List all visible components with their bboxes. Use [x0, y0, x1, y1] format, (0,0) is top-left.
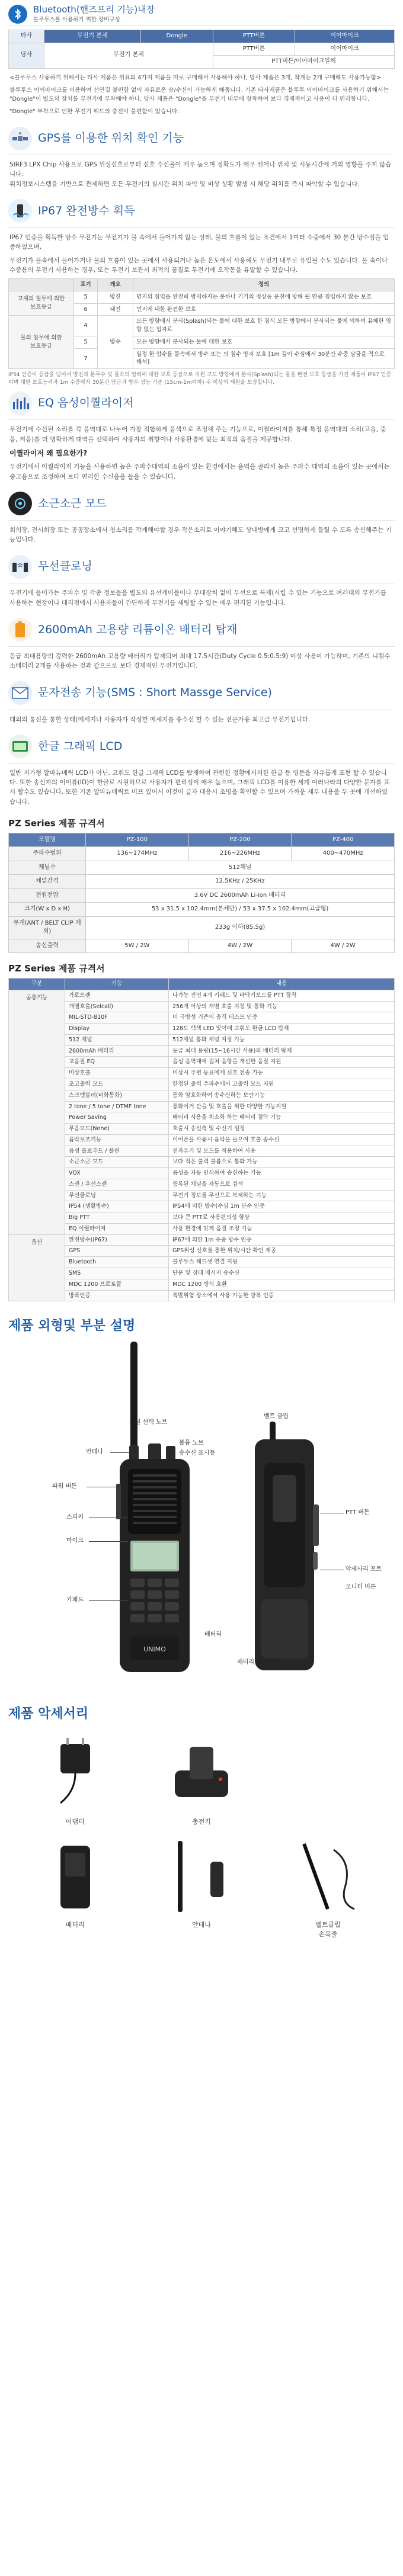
- bluetooth-header: [8, 2, 395, 26]
- spec-row: [9, 1257, 395, 1268]
- antenna-icon: [169, 1838, 234, 1915]
- cell: PTT버튼: [213, 30, 295, 43]
- cell: 송신출력: [9, 939, 86, 953]
- cell: Power Saving: [65, 1112, 169, 1124]
- cell: 전자유기 및 모드를 적용하여 사용: [169, 1146, 395, 1157]
- bluetooth-compare-table: [8, 30, 395, 69]
- cell: 53 x 31.5 x 102.4mm(본체만) / 53 x 37.5 x 102.4mm(고급형): [86, 903, 395, 917]
- cell: 배터리 사용을 최소화 하는 배터리 절약 기능: [169, 1112, 395, 1124]
- accessory-name: 안테나: [192, 1921, 211, 1929]
- sms-header: [8, 677, 395, 710]
- gps-satellite-icon: [8, 127, 32, 150]
- cell: 5: [74, 291, 98, 303]
- cell: 방수: [98, 316, 133, 369]
- cell: 먼지에 대한 완전한 보호: [133, 303, 395, 316]
- eq-question: 이퀄라이저 왜 필요한가?: [9, 448, 88, 457]
- label-battery: 배터리: [204, 1631, 222, 1638]
- cell: 모든 방향에서 분사(Splash)되는 물에 대한 보호 한 침식 모든 방향에서 분사되는 물에 의하여 유해한 영향 없는 입자로: [133, 316, 395, 336]
- cell: 소근소근 모드: [65, 1157, 169, 1168]
- spec-row: [9, 1179, 395, 1190]
- cell: Dongle: [140, 30, 213, 43]
- accessory-name: 손목줄: [318, 1930, 338, 1938]
- label-monitor-button: 모니터 버튼: [346, 1584, 376, 1591]
- cell: PZ-200: [188, 833, 292, 847]
- cell: 모델명: [9, 833, 86, 847]
- spec-row: [9, 1279, 395, 1290]
- lcd-display-icon: [8, 734, 32, 758]
- label-channel-knob: 채널 선택 노브: [129, 1419, 168, 1426]
- spec-row: [9, 1234, 395, 1246]
- section-bluetooth: [0, 0, 403, 122]
- envelope-icon: [8, 681, 32, 705]
- accessory-belt-clip: [265, 1835, 391, 1939]
- section-ip67: [0, 195, 403, 387]
- cell: 초고출력 모드: [65, 1079, 169, 1090]
- eq-p1: 무전기에 수신된 소리를 각 음역대로 나누어 가장 적합하게 음색으로 조정해 주는 기능으로, 이퀄라이저를 통해 특정 음역대의 소리(고음, 중음, 저음)를 더 명확하게 대역을 선택하여 사용자의 취향이나 사용환경에 맞는 최적의 음질을 제공합니다.: [9, 426, 386, 443]
- cell: PTT버튼/이어마이크일체: [213, 56, 394, 69]
- cell: 고음질 EQ: [65, 1057, 169, 1068]
- cell: 12.5KHz / 25KHz: [86, 875, 395, 889]
- spec-row: [9, 1045, 395, 1057]
- whisper-header: [8, 487, 395, 521]
- adapter-icon: [49, 1738, 102, 1809]
- cell: 완전방수(IP67): [65, 1234, 169, 1246]
- cell: 스크램블러(비화통화): [65, 1090, 169, 1101]
- sms-title: 문자전송 기능(SMS : Short Massge Service): [38, 686, 272, 700]
- ip-rating-table: [8, 278, 395, 369]
- label-lcd: LCD 창: [160, 1667, 180, 1674]
- spec-row: [9, 1190, 395, 1201]
- cell: 2600mAh 배터리: [65, 1045, 169, 1057]
- cell: 폭발위험 장소에서 사용 가능한 방폭 인증: [169, 1290, 395, 1301]
- cell: PZ-400: [292, 833, 395, 847]
- spec-row: [9, 1068, 395, 1079]
- cell: IP54 (생활방수): [65, 1201, 169, 1212]
- cell: 호출시 송신측 및 수신기 설정: [169, 1124, 395, 1135]
- cell: 무전기 본체: [44, 30, 141, 43]
- gps-body: SIRF3 LPX Chip 사용으로 GPS 위성신호로부터 신호 수신율이 매우 높으며 정확도가 매우 뛰어나 위치 및 시동시간에 거의 영향을 주지 않습니다. 위치정보시스템을 기반으로 관제하면 모든 무전기의 실시간 위치 파악 및 비상 상황 발생 시 해당 위치를 즉시 파악할 수 있습니다.: [9, 161, 392, 188]
- ip67-note: IP54 인증이 등급을 넘어서 방진과 분무수 및 물속의 압력에 대한 보호 등급으로 지원 고도 방향에서 분사(Splash)되는 물을 완전 보호 등급을 가진 제품이 IP67 인증이며 대한 보호능력과 1m 수중에서 30분간 담금과 방수 성능 기준 (15cm-1m이하) 주 이상의 제원을 보장합니다.: [8, 372, 391, 386]
- cell: 음악보조기능: [65, 1134, 169, 1146]
- battery-header: [8, 614, 395, 647]
- spec2-table: [8, 978, 395, 1301]
- sms-body: 대외의 통신을 통한 상태(메세지나 사용자가 작성한 메세지를 송수신 할 수 있는 전문가용 최고급 무전기입니다.: [9, 716, 311, 723]
- spec-row: [9, 990, 395, 1001]
- cell: 방폭인증: [65, 1290, 169, 1301]
- cell: 표기: [74, 279, 98, 291]
- cell: 무게(ANT / BELT CLIP 제외): [9, 916, 86, 939]
- label-power-button: 파워 버튼: [52, 1483, 77, 1490]
- section-cloning: [0, 550, 403, 614]
- cell: 타사: [9, 30, 44, 43]
- battery-pack-icon: [55, 1841, 96, 1912]
- radio-front-illustration: [107, 1342, 202, 1685]
- cell: GPS위성 신호를 통한 위치/시간 확인 제공: [169, 1246, 395, 1257]
- eq-p2: 무전기에서 이퀄라이저 기능을 사용하면 높은 주파수대역의 소음이 있는 환경에서는 음역을 골라서 높은 주파수 대역의 소음이 있는 곳에서는 중고음으로 조정하여 보다 편리한 수신음을 들을 수 있습니다.: [9, 463, 390, 480]
- cell: 무음모드(None): [65, 1124, 169, 1135]
- spec-row: [9, 1112, 395, 1124]
- spec-row: [9, 1157, 395, 1168]
- cell: 가로트랜: [65, 990, 169, 1001]
- cell: 채널수: [9, 861, 86, 875]
- spec-row: [9, 1101, 395, 1112]
- cell: SMS: [65, 1268, 169, 1279]
- spec-row: [9, 1268, 395, 1279]
- cell: 미 국방성 기준의 충격 테스트 인증: [169, 1012, 395, 1024]
- cell: GPS: [65, 1246, 169, 1257]
- spec-row: [9, 1246, 395, 1257]
- bluetooth-title: Bluetooth(핸즈프리 기능)내장: [33, 4, 155, 15]
- cell: 음성 음역대에 걸쳐 음향을 개선한 음질 지원: [169, 1057, 395, 1068]
- label-mic: 마이크: [66, 1538, 84, 1545]
- cell: 136~174MHz: [86, 847, 189, 861]
- cell: 크기(W x D x H): [9, 903, 86, 917]
- cell: IP54에 의한 방수(수심 1m 단수 인증: [169, 1201, 395, 1212]
- whisper-title: 소근소근 모드: [38, 496, 107, 510]
- cell: Display: [65, 1024, 169, 1035]
- cell: IP67에 의한 1m 수중 방수 인증: [169, 1234, 395, 1246]
- bluetooth-p2: 블루투스 이어마이크를 이용하여 선연결 불편함 없이 자유로운 송/수신이 가능하게 해줍니다. 기존 타사제품은 블루투 이어마이크를 사용하기 위해서는 "Dongle"이 별도의 장치를 무전기에 부착해야 하나, 당사 제품은 "Dongle"을 무전기 내부에 장착하여 보다 경제적이고 사용이 더 편리합니다.: [9, 86, 389, 102]
- gps-title: GPS를 이용한 위치 확인 기능: [38, 131, 184, 145]
- ip67-body: [8, 228, 395, 278]
- cell: 4: [74, 316, 98, 336]
- leader-line: [110, 1452, 130, 1453]
- leader-line: [89, 1541, 128, 1542]
- cell: 한정된 출력 주파수에서 고출력 모드 지원: [169, 1079, 395, 1090]
- spec-row: [9, 1168, 395, 1179]
- cloning-title: 무선클로닝: [38, 560, 92, 573]
- cell: 6: [74, 303, 98, 316]
- whisper-body: 회의장, 전시회장 또는 공공장소에서 청소리를 작게해야할 경우 작은소리로 이야기해도 상대방에게 크고 선명하게 들릴 수 도록 송신해주는 기능입니다.: [9, 526, 392, 544]
- accessory-name: 배터리: [65, 1921, 85, 1929]
- belt-clip-icon: [292, 1838, 363, 1915]
- spec-row: [9, 1134, 395, 1146]
- section-whisper: [0, 487, 403, 551]
- label-tx-led: 송수신 표시등: [179, 1450, 216, 1457]
- cell: VOX: [65, 1168, 169, 1179]
- cell: 216~226MHz: [188, 847, 292, 861]
- waterproof-icon: [8, 199, 32, 223]
- section-battery: [0, 614, 403, 677]
- cell: 무전기 본체: [44, 43, 213, 68]
- cell: 4W / 2W: [292, 939, 395, 953]
- spec-row: [9, 1290, 395, 1301]
- cell: 등록된 채널을 자동으로 검색: [169, 1179, 395, 1190]
- product-diagram: [0, 1336, 403, 1694]
- spec-row: [9, 1223, 395, 1234]
- accessory-name: 벨트클립: [315, 1921, 341, 1929]
- ip67-title: IP67 완전방수 획득: [38, 204, 135, 217]
- section-sms: [0, 677, 403, 730]
- cell: 기능: [65, 978, 169, 990]
- spec-row: [9, 1212, 395, 1224]
- leader-line: [89, 1600, 128, 1601]
- eq-body: [8, 420, 395, 487]
- accessories-grid: [0, 1724, 403, 1939]
- cell: 옵션: [9, 1234, 65, 1301]
- label-antenna: 안테나: [86, 1449, 103, 1456]
- cell: EQ 이퀄라이저: [65, 1223, 169, 1234]
- spec-row: [9, 1057, 395, 1068]
- cell: 이어폰을 사용시 음악을 들으며 호출 송수신: [169, 1134, 395, 1146]
- cell: 7: [74, 348, 98, 369]
- lcd-title: 한글 그래픽 LCD: [38, 739, 123, 753]
- cell: 이어마이크: [295, 43, 394, 56]
- cell: 먼지의 침입을 완전히 방지하지는 못하나 기기의 정상동 운전에 방해 될 만큼 침입하지 않는 보호: [133, 291, 395, 303]
- spec1-table: [8, 833, 395, 954]
- cell: 음성 플로우드 / 블린: [65, 1146, 169, 1157]
- cell: 구분: [9, 978, 65, 990]
- ip67-header: [8, 195, 395, 228]
- accessory-charger: [138, 1732, 264, 1827]
- radio-back-illustration: [237, 1422, 332, 1682]
- eq-header: [8, 387, 395, 420]
- cell: 주파수범위: [9, 847, 86, 861]
- spec-row: [9, 1034, 395, 1045]
- bluetooth-body: [8, 69, 395, 123]
- wireless-clone-icon: [8, 555, 32, 579]
- cell: 방진: [98, 291, 133, 303]
- cell: 2 tone / 5 tone / DTMF tone: [65, 1101, 169, 1112]
- cell: [9, 279, 74, 291]
- cell: 3.6V DC 2600mAh Li-ion 배터리: [86, 888, 395, 903]
- cell: Big PTT: [65, 1212, 169, 1224]
- cell: 5W / 2W: [86, 939, 189, 953]
- cell: 단문 및 상태 메시지 송수신: [169, 1268, 395, 1279]
- cell: 4W / 2W: [188, 939, 292, 953]
- cell: 음성을 자동 인식하여 송신하는 기능: [169, 1168, 395, 1179]
- bluetooth-p3: "Dongle" 부착으로 인한 무전기 해드의 충전이 불편함이 없습니다.: [9, 108, 180, 116]
- bluetooth-subtitle: 블루투스를 사용하기 위한 장비구성: [33, 17, 120, 24]
- cell: 5: [74, 336, 98, 348]
- accessory-name: 어댑터: [65, 1818, 85, 1826]
- label-keypad: 키패드: [66, 1597, 84, 1604]
- cell: 개요: [98, 279, 133, 291]
- brand-logo: UNIMO: [143, 1645, 166, 1654]
- cell: MIL-STD-810F: [65, 1012, 169, 1024]
- cell: 400~470MHz: [292, 847, 395, 861]
- cell: 통화 암호화하여 송수신하는 보안기능: [169, 1090, 395, 1101]
- cell: 비상시 주변 동료에게 신호 전송 가능: [169, 1068, 395, 1079]
- spec-row: [9, 1201, 395, 1212]
- cell: 무전기 정보를 무선으로 복제하는 기능: [169, 1190, 395, 1201]
- cloning-header: [8, 550, 395, 583]
- cell: 블루투스 헤드셋 연결 지원: [169, 1257, 395, 1268]
- cell: 512채널 통화 채널 지정 기능: [169, 1034, 395, 1045]
- spec-row: [9, 1001, 395, 1012]
- gps-header: [8, 122, 395, 155]
- cell: 개별호출(Selcall): [65, 1001, 169, 1012]
- bluetooth-icon: [8, 5, 27, 24]
- label-speaker: 스피커: [66, 1514, 84, 1521]
- cell: 당사: [9, 43, 44, 68]
- cell: 내진: [98, 303, 133, 316]
- cell: Bluetooth: [65, 1257, 169, 1268]
- spec-row: [9, 1090, 395, 1101]
- spec-row: [9, 1012, 395, 1024]
- accessory-adapter: [12, 1732, 138, 1827]
- accessory-battery: [12, 1835, 138, 1939]
- cell: 공통기능: [9, 990, 65, 1234]
- spec-row: [9, 1124, 395, 1135]
- cell: 256개 이상의 개별 호출 지정 및 통화 기능: [169, 1001, 395, 1012]
- ip67-p1: IP67 인증을 획득한 방수 무전기는 무전기가 물 속에서 들어가지 않는 상태, 물의 흐름이 없는 조건에서 1미터 수중에서 30 분간 방수성을 입증하였으며,: [9, 233, 389, 251]
- spec2-title: PZ Series 제품 규격서: [8, 963, 105, 974]
- cell: 일정 한 압수를 물속에서 방수 또는 의 침수 방지 보호 [1m 깊이 수심에서 30분간 수중 담금을 적으로 해석]: [133, 348, 395, 369]
- accessory-antenna: [138, 1835, 264, 1939]
- cell: 채널간격: [9, 875, 86, 889]
- accessory-name: 충전기: [192, 1818, 211, 1826]
- section-gps: [0, 122, 403, 195]
- cell: 스캔 / 우선스캔: [65, 1179, 169, 1190]
- label-accessory-port: 악세사리 포트: [346, 1566, 382, 1573]
- label-ptt: PTT 버튼: [346, 1509, 370, 1516]
- cell: 전원전압: [9, 888, 86, 903]
- whisper-mode-icon: [8, 492, 32, 515]
- charger-icon: [166, 1741, 237, 1806]
- section-eq: [0, 387, 403, 487]
- cell: 다가능 전면 4개 키패드 및 바닥키보드를 PTT 장착: [169, 990, 395, 1001]
- accessories-title: 제품 악세서리: [8, 1706, 89, 1722]
- lcd-header: [8, 730, 395, 764]
- cell: 내용: [169, 978, 395, 990]
- label-volume-knob: 볼륨 노브: [179, 1440, 204, 1447]
- cell: 128도 백색 LED 빛이에 고휘도 한글 LCD 탑재: [169, 1024, 395, 1035]
- parts-title: 제품 외형및 부분 설명: [8, 1319, 136, 1334]
- battery-icon: [8, 618, 32, 641]
- cell: 동급 최대 용량(15~16시간 사용)의 배터리 탑재: [169, 1045, 395, 1057]
- cell: 정의: [133, 279, 395, 291]
- cell: 512 채널: [65, 1034, 169, 1045]
- cell: 보다 큰 PTT로 사용편의성 향상: [169, 1212, 395, 1224]
- cell: 무선클로닝: [65, 1190, 169, 1201]
- cell: 통화이거 간을 및 호출을 위한 다양한 기능지원: [169, 1101, 395, 1112]
- cell: 비상호출: [65, 1068, 169, 1079]
- cell: 보다 적은 출력 볼륨으로 통화 가능: [169, 1157, 395, 1168]
- spec-row: [9, 1024, 395, 1035]
- cell: PZ-100: [86, 833, 189, 847]
- spec1-title: PZ Series 제품 규격서: [8, 817, 105, 829]
- battery-body: 동급 최대용량의 강력한 2600mAh 고용량 배터리가 탑재되어 최대 17.5시간(Duty Cycle 0.5:0.5:9) 이상 사용이 가능하며, 기존의 니켈수소배터리 2개를 사용하는 것과 같으므로 보다 경제적인 무전기입니다.: [9, 652, 391, 670]
- cell: PTT버튼: [213, 43, 295, 56]
- cell: MDC 1200 프로토콜: [65, 1279, 169, 1290]
- spec-row: [9, 1146, 395, 1157]
- bluetooth-p1: <블루투스 사용하기 위해서는 타사 제품은 위표의 4가지 제품을 따로 구매해서 사용해야 하나, 당사 제품은 3개, 착게는 2개 구매해도 사용가능함>: [9, 74, 382, 81]
- cell: 사용 환경에 맞게 음질 조정 기능: [169, 1223, 395, 1234]
- cloning-body: 무전기에 들어가는 주파수 및 각종 정보들을 별도의 유선케이블이나 부대장치 없이 무선으로 복제(시킬 수 있는 기능으로 여러대의 무전기를 사용하는 현장이나 대리점에서 사용자들이 간단하게 무전기를 세팅할 수 있는 매우 편리한 기능입니다.: [9, 589, 386, 607]
- cell: 모든 방향에서 분사되는 물에 대한 보호: [133, 336, 395, 348]
- label-battery-lock: 배터리 잠금 장치: [237, 1659, 281, 1666]
- section-lcd: [0, 730, 403, 813]
- cell: MDC 1200 방식 호환: [169, 1279, 395, 1290]
- lcd-body: 일반 저가형 알파뉴메릭 LCD가 아닌, 고휘도 한글 그래픽 LCD를 탑재하여 관련한 정황에서의한 한글 등 영문을 자유롭게 표현 할 수 있습니다. 또한 송신자의 이이름(ID)이 한글로 시원하므로 사용자가 편리성이 매우 높으며, 그래픽 LCD를 이용한 세계 여러나라의 다양한 문자를 표시 할수도 있습니다. 또한 기존 알파뉴메릭트 비프 있어서 이것이 글자 대응시 조명을 확인할 수 있으며 가까운 세부 내용을 두 곳에 개선하였습니다.: [9, 769, 390, 806]
- cell: 512채널: [86, 861, 395, 875]
- spec-row: [9, 1079, 395, 1090]
- equalizer-icon: [8, 392, 32, 415]
- cell: 233g 이하(85.5g): [86, 916, 395, 939]
- label-belt-clip: 벨트 클립: [264, 1413, 289, 1420]
- cell: 물의 침투에 의한 보호등급: [9, 316, 74, 369]
- eq-title: EQ 음성이퀄라이저: [38, 396, 134, 409]
- battery-title: 2600mAh 고용량 리튬이온 배터리 탑재: [38, 623, 238, 636]
- cell: 고체의 침투에 의한 보호등급: [9, 291, 74, 316]
- ip67-p2: 무전기가 물속에서 들어가거나 물의 흐름이 있는 곳에서 사용되거나 높은 온도에서 사용해도 무전기 내부로 유입될 수도 있습니다. 물 속이나 수중용의 무전기 사용하는 경우, 또는 무전기 보관시 최적의 품질로 무전기에 오작동을 유발할 수 있습니다.: [9, 256, 388, 274]
- cell: 이어마이크: [295, 30, 394, 43]
